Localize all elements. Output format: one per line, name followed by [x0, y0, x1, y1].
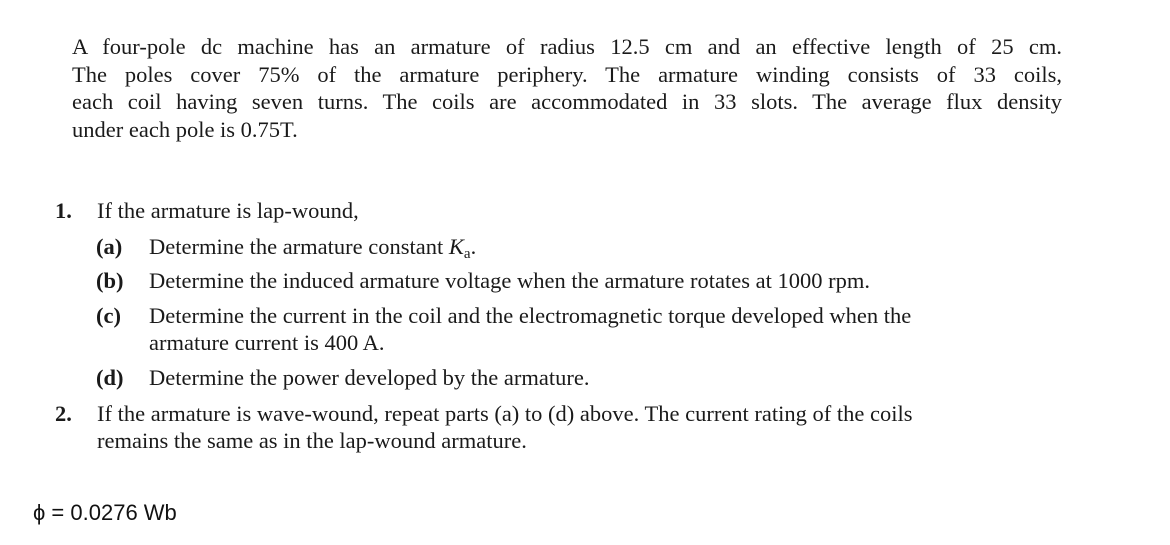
part-c-label: (c): [96, 303, 121, 328]
part-c-text: [149, 302, 911, 356]
part-d-text: Determine the power developed by the armature.: [149, 365, 590, 390]
part-a-label: (a): [96, 234, 123, 259]
question-2-line-1: If the armature is wave-wound, repeat parts (a) to (d) above. The current rating of the coils: [97, 401, 913, 426]
armature-constant-symbol: K: [448, 234, 464, 259]
problem-line-3: each coil having seven turns. The coils are accommodated in 33 slots. The average flux density: [72, 89, 1062, 114]
question-1-number: 1.: [55, 198, 72, 223]
flux-answer: ϕ = 0.0276 Wb: [33, 500, 177, 525]
part-a-text: [149, 233, 476, 268]
part-b-text: Determine the induced armature voltage when the armature rotates at 1000 rpm.: [149, 268, 870, 293]
part-c-line-2: armature current is 400 A.: [149, 330, 385, 355]
question-2-line-2: remains the same as in the lap-wound armature.: [97, 428, 527, 453]
question-2-text: [97, 400, 913, 454]
problem-line-2: The poles cover 75% of the armature periphery. The armature winding consists of 33 coils,: [72, 61, 1062, 87]
part-a-text-after: .: [470, 234, 477, 259]
problem-statement: [72, 33, 1062, 143]
question-2-number: 2.: [55, 401, 72, 426]
problem-line-1: A four-pole dc machine has an armature of radius 12.5 cm and an effective length of 25 cm.: [72, 34, 1062, 59]
part-d-label: (d): [96, 365, 124, 390]
part-a-text-before: Determine the armature constant: [149, 234, 449, 259]
problem-line-4: under each pole is 0.75T.: [72, 116, 298, 142]
part-b-label: (b): [96, 268, 124, 293]
armature-constant-subscript: a: [463, 246, 471, 262]
question-1-text: If the armature is lap-wound,: [97, 198, 359, 223]
part-c-line-1: Determine the current in the coil and the electromagnetic torque developed when the: [149, 303, 912, 328]
